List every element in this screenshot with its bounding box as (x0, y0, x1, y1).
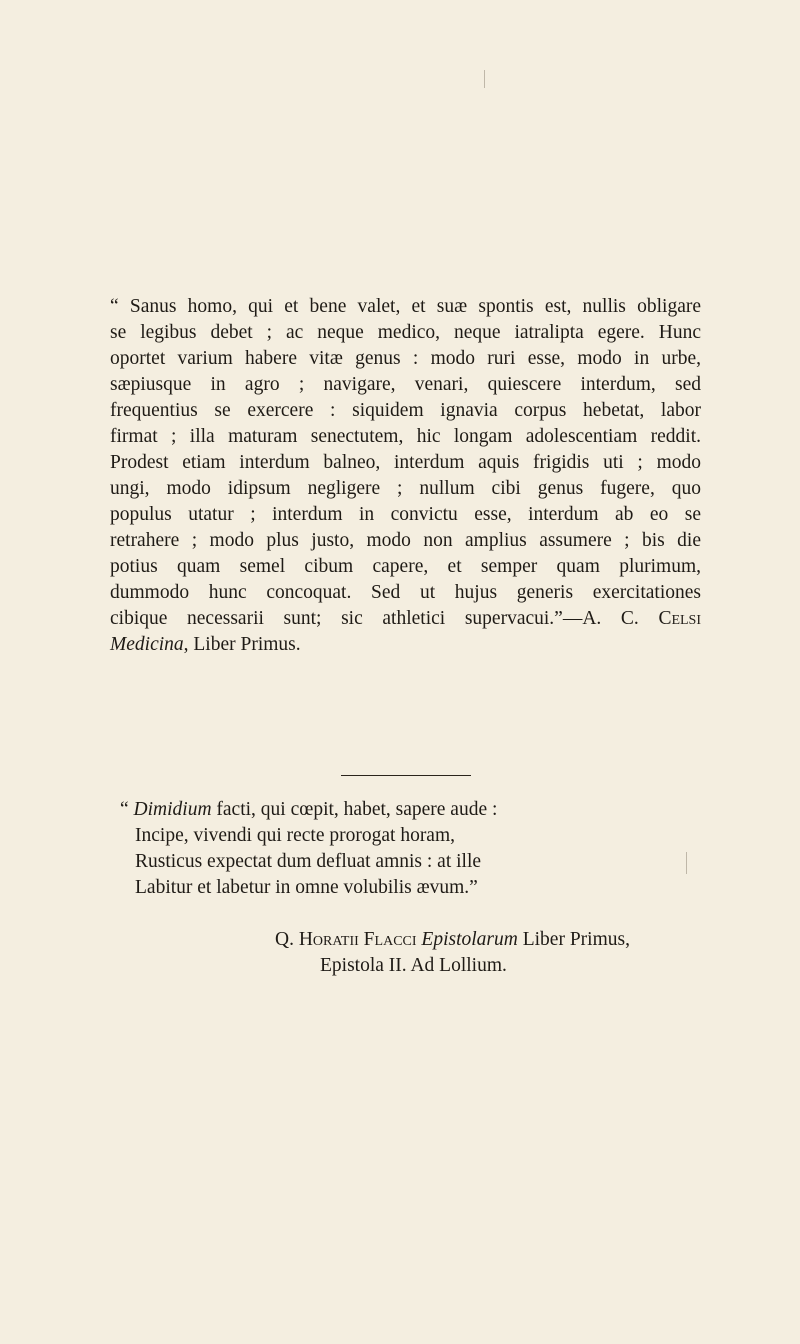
horace-attribution (275, 927, 695, 979)
citation-rest: Liber Primus, (517, 929, 630, 950)
text-line (110, 606, 701, 632)
section-divider (341, 775, 471, 776)
verse-text: facti, qui cœpit, habet, sapere aude : (211, 799, 498, 820)
text-line: oportet varium habere vitæ genus : modo ruri esse, modo in urbe, (110, 348, 701, 369)
verse-emphasis: Dimidium (133, 799, 212, 820)
citation-rest: , Liber Primus. (183, 634, 301, 655)
verse-line: Labitur et labetur in omne volubilis ævum.” (135, 877, 478, 898)
horace-verse (120, 797, 680, 901)
text-line: populus utatur ; interdum in convictu esse, interdum ab eo se (110, 504, 701, 525)
text-line: firmat ; illa maturam senectutem, hic longam adolescentiam reddit. (110, 426, 701, 447)
text-line: dummodo hunc concoquat. Sed ut hujus generis exercitationes (110, 582, 701, 603)
verse-line: Incipe, vivendi qui recte prorogat horam, (135, 825, 456, 846)
open-quote: “ (120, 799, 134, 820)
author-initial: Q. (275, 929, 299, 950)
paper-speck (686, 852, 687, 874)
text-line: frequentius se exercere : siquidem ignavia corpus hebetat, labor (110, 400, 701, 421)
author-name: Horatii Flacci (298, 929, 417, 950)
text-line: se legibus debet ; ac neque medico, neque iatralipta egere. Hunc (110, 322, 701, 343)
text-line: ungi, modo idipsum negligere ; nullum cibi genus fugere, quo (110, 478, 701, 499)
verse-line (120, 797, 680, 823)
text-line: potius quam semel cibum capere, et semper quam plurimum, (110, 556, 701, 577)
text-line: Prodest etiam interdum balneo, interdum aquis frigidis uti ; modo (110, 452, 701, 473)
attribution-line: Epistola II. Ad Lollium. (320, 955, 507, 976)
attribution-line (275, 927, 695, 953)
work-title: Medicina (110, 634, 184, 655)
author-name: Celsi (658, 608, 701, 629)
text-line: sæpiusque in agro ; navigare, venari, quiescere interdum, sed (110, 374, 701, 395)
celsus-quotation (110, 294, 701, 658)
text-segment: cibique necessarii sunt; sic athletici supervacui.”—A. C. (110, 608, 659, 629)
citation-line (110, 632, 701, 658)
paper-speck (484, 70, 485, 88)
text-line: retrahere ; modo plus justo, modo non amplius assumere ; bis die (110, 530, 701, 551)
text-line: “ Sanus homo, qui et bene valet, et suæ spontis est, nullis obligare (110, 296, 701, 317)
work-title: Epistolarum (421, 929, 518, 950)
verse-line: Rusticus expectat dum defluat amnis : at ille (135, 851, 482, 872)
